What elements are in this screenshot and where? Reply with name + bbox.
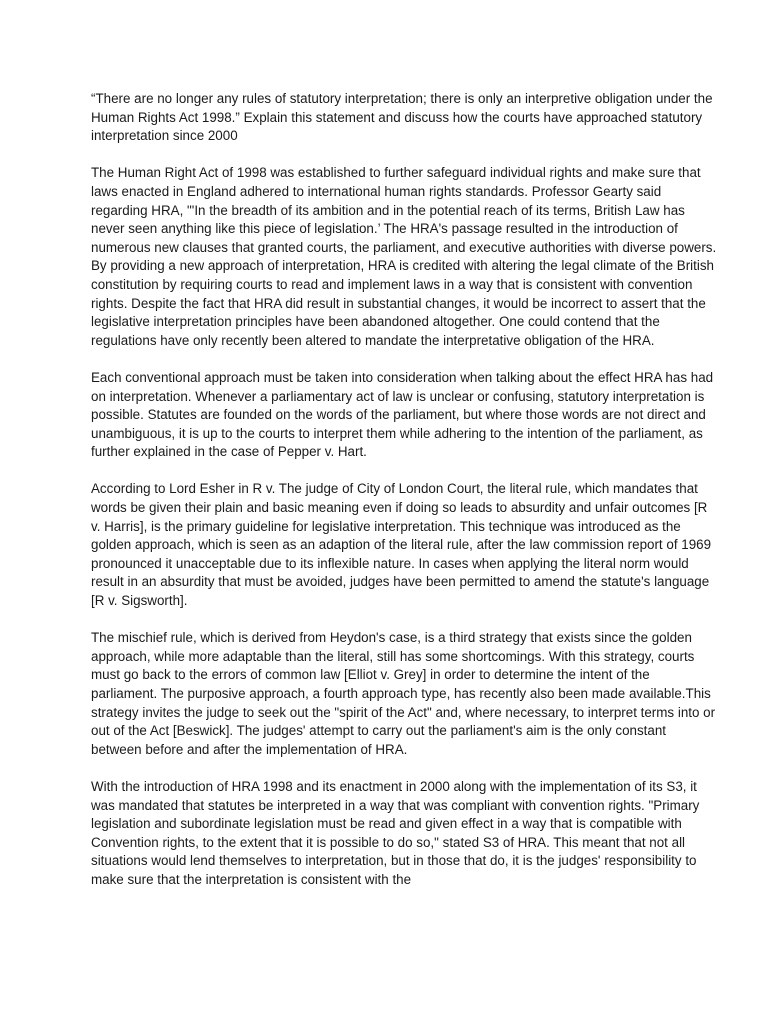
paragraph-hra-section-3: With the introduction of HRA 1998 and its enactment in 2000 along with the implementation of its S3, it was mandated that statutes be interpreted in a way that was compliant with convention rights. "Primary legislation and subordinate legislation must be read and given effect in a way that is compatible with Convention rights, to the extent that it is possible to do so," stated S3 of HRA. This meant that not all situations would lend themselves to interpretation, but in those that do, it is the judges' responsibility to make sure that the interpretation is consistent with the bbox=[91, 778, 700, 887]
paragraph-mischief-rule: The mischief rule, which is derived from Heydon's case, is a third strategy that exists since the golden approach, while more adaptable than the literal, still has some shortcomings. With this strategy, courts must go back to the errors of common law [Elliot v. Grey] in order to determine the intent of the parliament. The purposive approach, a fourth approach type, has recently also been made available.This strategy invites the judge to seek out the "spirit of the Act" and, where necessary, to interpret terms into or out of the Act [Beswick]. The judges' attempt to carry out the parliament's aim is the only constant between before and after the implementation of HRA. bbox=[91, 630, 716, 757]
essay-question: “There are no longer any rules of statutory interpretation; there is only an interpretive obligation under the Human Rights Act 1998.” Explain this statement and discuss how the courts have approached statutory interpretation since 2000 bbox=[91, 91, 713, 144]
paragraph-literal-rule: According to Lord Esher in R v. The judge of City of London Court, the literal rule, which mandates that words be given their plain and basic meaning even if doing so leads to absurdity and unfair outcomes [R v. Harris], is the primary guideline for legislative interpretation. This technique was introduced as the golden approach, which is seen as an adaption of the literal rule, after the law commission report of 1969 pronounced it unacceptable due to its inflexible nature. In cases when applying the literal norm would result in an absurdity that must be avoided, judges have been permitted to amend the statute's language [R v. Sigsworth]. bbox=[91, 481, 712, 609]
paragraph-conventional-approach: Each conventional approach must be taken into consideration when talking about the effect HRA has had on interpretation. Whenever a parliamentary act of law is unclear or confusing, statutory interpretation is possible. Statutes are founded on the words of the parliament, but where those words are not direct and unambiguous, it is up to the courts to interpret them while adhering to the intention of the parliament, as further explained in the case of Pepper v. Hart. bbox=[91, 369, 714, 460]
paragraph-hra-introduction: The Human Right Act of 1998 was established to further safeguard individual rights and make sure that laws enacted in England adhered to international human rights standards. Professor Gearty said regarding HRA, "'In the breadth of its ambition and in the potential reach of its terms, British Law has never seen anything like this piece of legislation.’ The HRA's passage resulted in the introduction of numerous new clauses that granted courts, the parliament, and executive authorities with diverse powers. By providing a new approach of interpretation, HRA is credited with altering the legal climate of the British constitution by requiring courts to read and implement laws in a way that is consistent with convention rights. Despite the fact that HRA did result in substantial changes, it would be incorrect to assert that the legislative interpretation principles have been abandoned altogether. One could contend that the regulations have only recently been altered to mandate the interpretative obligation of the HRA. bbox=[91, 165, 717, 348]
